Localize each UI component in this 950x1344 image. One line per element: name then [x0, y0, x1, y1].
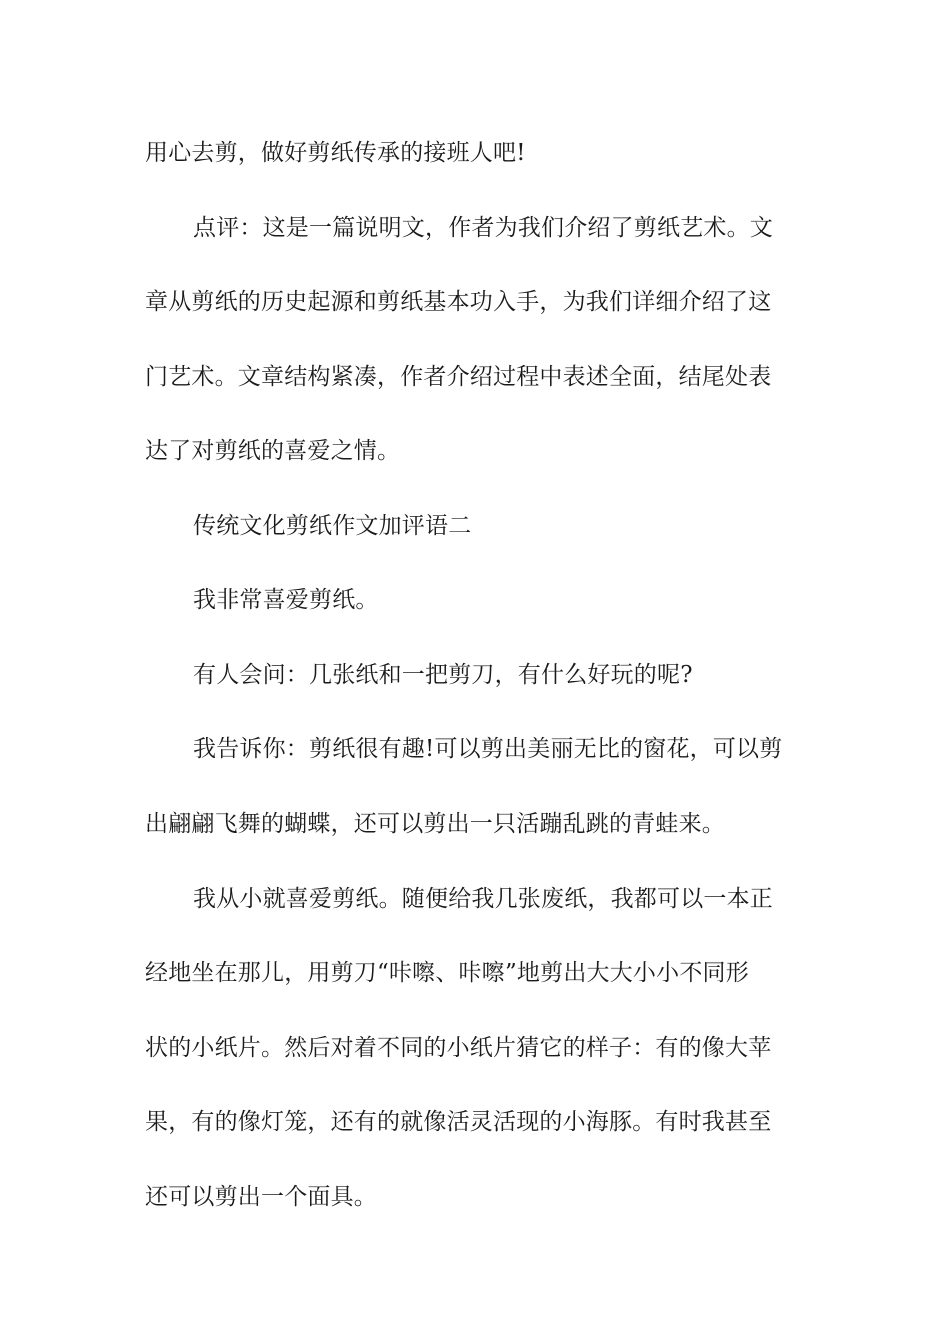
text-line-para-4a: 我从小就喜爱剪纸。随便给我几张废纸，我都可以一本正 [193, 886, 773, 912]
section-heading: 传统文化剪纸作文加评语二 [193, 513, 472, 539]
text-line-comment-4: 达了对剪纸的喜爱之情。 [145, 438, 401, 464]
text-line-comment-2: 章从剪纸的历史起源和剪纸基本功入手，为我们详细介绍了这 [145, 289, 772, 315]
text-line-para-1: 我非常喜爱剪纸。 [193, 587, 379, 613]
text-line-para-2: 有人会问：几张纸和一把剪刀，有什么好玩的呢? [193, 662, 693, 688]
text-line-para-4d: 果，有的像灯笼，还有的就像活灵活现的小海豚。有时我甚至 [145, 1109, 772, 1135]
text-line-para-3a: 我告诉你：剪纸很有趣!可以剪出美丽无比的窗花，可以剪 [193, 736, 783, 762]
text-line-closing: 用心去剪，做好剪纸传承的接班人吧! [145, 140, 526, 166]
text-line-para-4e: 还可以剪出一个面具。 [145, 1184, 377, 1210]
text-line-comment-3: 门艺术。文章结构紧凑，作者介绍过程中表述全面，结尾处表 [145, 364, 772, 390]
text-line-para-3b: 出翩翩飞舞的蝴蝶，还可以剪出一只活蹦乱跳的青蛙来。 [145, 811, 725, 837]
text-line-para-4b: 经地坐在那儿，用剪刀“咔嚓、咔嚓”地剪出大大小小不同形 [145, 960, 749, 986]
text-line-para-4c: 状的小纸片。然后对着不同的小纸片猜它的样子：有的像大苹 [145, 1035, 772, 1061]
text-line-comment-1: 点评：这是一篇说明文，作者为我们介绍了剪纸艺术。文 [193, 215, 773, 241]
